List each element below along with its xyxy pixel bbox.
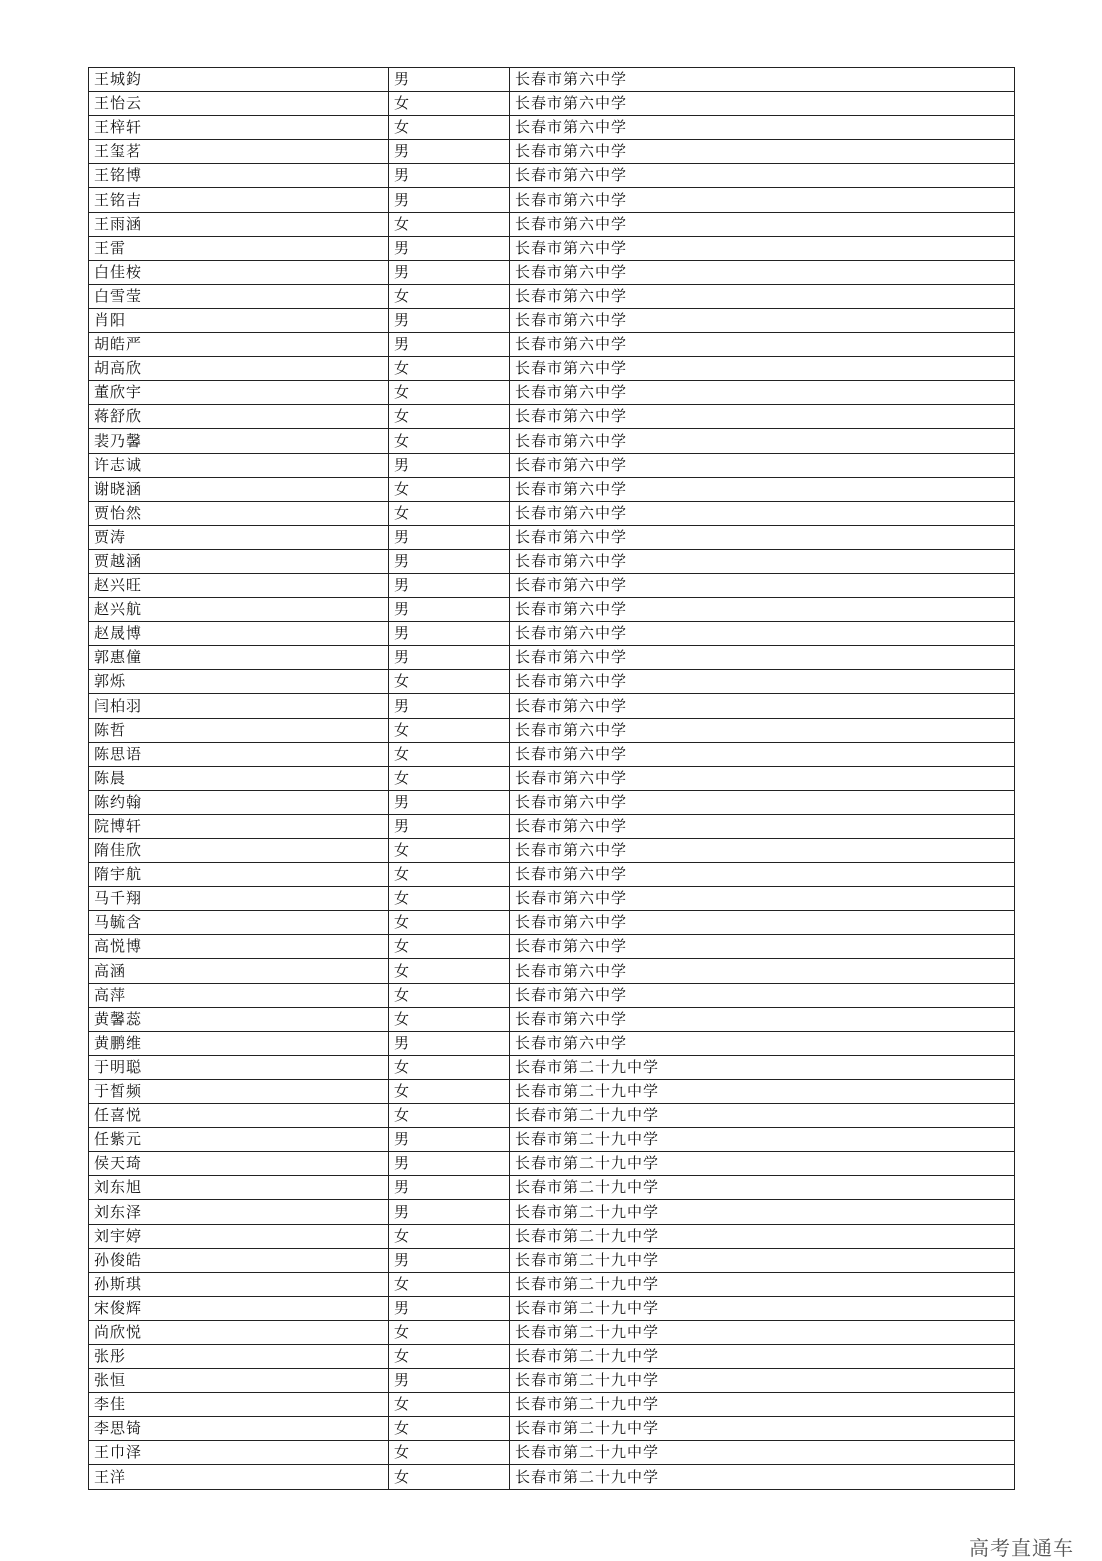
cell-school: 长春市第六中学 — [510, 935, 1015, 959]
cell-school: 长春市第二十九中学 — [510, 1393, 1015, 1417]
cell-school: 长春市第二十九中学 — [510, 1104, 1015, 1128]
table-row — [89, 1200, 1015, 1224]
cell-gender: 男 — [389, 260, 510, 284]
cell-name: 王巾泽 — [89, 1441, 389, 1465]
cell-name: 许志诚 — [89, 453, 389, 477]
cell-school: 长春市第六中学 — [510, 212, 1015, 236]
table-row — [89, 839, 1015, 863]
cell-name: 王梓轩 — [89, 116, 389, 140]
cell-school: 长春市第六中学 — [510, 333, 1015, 357]
cell-school: 长春市第六中学 — [510, 68, 1015, 92]
cell-name: 张恒 — [89, 1369, 389, 1393]
cell-gender: 女 — [389, 935, 510, 959]
table-row — [89, 959, 1015, 983]
cell-school: 长春市第六中学 — [510, 140, 1015, 164]
cell-gender: 男 — [389, 646, 510, 670]
cell-gender: 男 — [389, 1152, 510, 1176]
cell-gender: 男 — [389, 694, 510, 718]
cell-gender: 男 — [389, 525, 510, 549]
cell-name: 陈约翰 — [89, 790, 389, 814]
table-row — [89, 140, 1015, 164]
cell-name: 隋佳欣 — [89, 839, 389, 863]
cell-name: 李思锜 — [89, 1417, 389, 1441]
cell-gender: 女 — [389, 1441, 510, 1465]
cell-name: 马千翔 — [89, 887, 389, 911]
cell-gender: 女 — [389, 1417, 510, 1441]
cell-name: 郭惠僮 — [89, 646, 389, 670]
table-row — [89, 477, 1015, 501]
table-row — [89, 622, 1015, 646]
cell-name: 赵兴旺 — [89, 573, 389, 597]
cell-gender: 男 — [389, 188, 510, 212]
cell-name: 孙俊皓 — [89, 1248, 389, 1272]
cell-gender: 女 — [389, 1055, 510, 1079]
cell-school: 长春市第六中学 — [510, 959, 1015, 983]
cell-name: 贾怡然 — [89, 501, 389, 525]
table-row — [89, 381, 1015, 405]
cell-gender: 女 — [389, 839, 510, 863]
cell-gender: 女 — [389, 1320, 510, 1344]
cell-school: 长春市第六中学 — [510, 983, 1015, 1007]
cell-gender: 女 — [389, 863, 510, 887]
cell-school: 长春市第二十九中学 — [510, 1344, 1015, 1368]
table-row — [89, 284, 1015, 308]
cell-school: 长春市第二十九中学 — [510, 1224, 1015, 1248]
cell-name: 董欣宇 — [89, 381, 389, 405]
cell-school: 长春市第二十九中学 — [510, 1417, 1015, 1441]
cell-name: 谢晓涵 — [89, 477, 389, 501]
cell-school: 长春市第六中学 — [510, 598, 1015, 622]
cell-school: 长春市第六中学 — [510, 381, 1015, 405]
table-row — [89, 694, 1015, 718]
cell-name: 白佳桉 — [89, 260, 389, 284]
table-row — [89, 573, 1015, 597]
table-row — [89, 766, 1015, 790]
cell-gender: 女 — [389, 1272, 510, 1296]
table-row — [89, 1055, 1015, 1079]
cell-school: 长春市第六中学 — [510, 646, 1015, 670]
watermark: 高考直通车 — [969, 1536, 1074, 1560]
cell-name: 王雨涵 — [89, 212, 389, 236]
cell-name: 院博轩 — [89, 814, 389, 838]
cell-school: 长春市第六中学 — [510, 188, 1015, 212]
cell-gender: 女 — [389, 670, 510, 694]
cell-school: 长春市第二十九中学 — [510, 1152, 1015, 1176]
cell-name: 贾涛 — [89, 525, 389, 549]
cell-name: 李佳 — [89, 1393, 389, 1417]
cell-gender: 女 — [389, 116, 510, 140]
cell-gender: 女 — [389, 742, 510, 766]
cell-name: 赵晟博 — [89, 622, 389, 646]
cell-gender: 男 — [389, 308, 510, 332]
cell-name: 刘东泽 — [89, 1200, 389, 1224]
cell-gender: 女 — [389, 983, 510, 1007]
cell-school: 长春市第二十九中学 — [510, 1055, 1015, 1079]
cell-gender: 女 — [389, 1104, 510, 1128]
cell-gender: 女 — [389, 911, 510, 935]
cell-name: 张彤 — [89, 1344, 389, 1368]
cell-school: 长春市第二十九中学 — [510, 1320, 1015, 1344]
cell-school: 长春市第六中学 — [510, 573, 1015, 597]
table-row — [89, 863, 1015, 887]
cell-school: 长春市第二十九中学 — [510, 1128, 1015, 1152]
table-row — [89, 1296, 1015, 1320]
cell-name: 王铭吉 — [89, 188, 389, 212]
table-row — [89, 1465, 1015, 1489]
table-row — [89, 453, 1015, 477]
cell-name: 于明聪 — [89, 1055, 389, 1079]
cell-name: 肖阳 — [89, 308, 389, 332]
cell-gender: 女 — [389, 92, 510, 116]
cell-gender: 女 — [389, 501, 510, 525]
cell-school: 长春市第六中学 — [510, 622, 1015, 646]
cell-gender: 男 — [389, 549, 510, 573]
cell-name: 于皙频 — [89, 1079, 389, 1103]
table-row — [89, 1417, 1015, 1441]
cell-school: 长春市第六中学 — [510, 718, 1015, 742]
table-row — [89, 814, 1015, 838]
table-row — [89, 742, 1015, 766]
cell-gender: 男 — [389, 333, 510, 357]
table-row — [89, 1079, 1015, 1103]
cell-gender: 男 — [389, 622, 510, 646]
cell-school: 长春市第六中学 — [510, 477, 1015, 501]
table-row — [89, 549, 1015, 573]
table-row — [89, 1031, 1015, 1055]
cell-school: 长春市第六中学 — [510, 284, 1015, 308]
cell-name: 王雷 — [89, 236, 389, 260]
cell-school: 长春市第六中学 — [510, 814, 1015, 838]
cell-gender: 男 — [389, 814, 510, 838]
cell-name: 王铭博 — [89, 164, 389, 188]
cell-school: 长春市第六中学 — [510, 887, 1015, 911]
cell-gender: 男 — [389, 598, 510, 622]
cell-gender: 女 — [389, 766, 510, 790]
cell-gender: 女 — [389, 1079, 510, 1103]
table-row — [89, 935, 1015, 959]
cell-gender: 女 — [389, 357, 510, 381]
cell-gender: 女 — [389, 405, 510, 429]
table-row — [89, 308, 1015, 332]
cell-name: 隋宇航 — [89, 863, 389, 887]
cell-school: 长春市第六中学 — [510, 549, 1015, 573]
cell-gender: 男 — [389, 1176, 510, 1200]
cell-school: 长春市第六中学 — [510, 429, 1015, 453]
table-row — [89, 501, 1015, 525]
table-row — [89, 333, 1015, 357]
cell-school: 长春市第二十九中学 — [510, 1272, 1015, 1296]
cell-gender: 女 — [389, 1007, 510, 1031]
table-row — [89, 525, 1015, 549]
table-row — [89, 212, 1015, 236]
table-row — [89, 1152, 1015, 1176]
cell-name: 侯天琦 — [89, 1152, 389, 1176]
cell-gender: 女 — [389, 284, 510, 308]
cell-school: 长春市第二十九中学 — [510, 1465, 1015, 1489]
cell-gender: 女 — [389, 887, 510, 911]
cell-name: 黄鹏维 — [89, 1031, 389, 1055]
cell-name: 高萍 — [89, 983, 389, 1007]
cell-school: 长春市第六中学 — [510, 236, 1015, 260]
cell-gender: 女 — [389, 959, 510, 983]
table-row — [89, 1344, 1015, 1368]
cell-name: 陈思语 — [89, 742, 389, 766]
table-row — [89, 1224, 1015, 1248]
cell-name: 任紫元 — [89, 1128, 389, 1152]
table-row — [89, 670, 1015, 694]
cell-school: 长春市第六中学 — [510, 1007, 1015, 1031]
table-row — [89, 116, 1015, 140]
cell-school: 长春市第六中学 — [510, 501, 1015, 525]
cell-school: 长春市第六中学 — [510, 308, 1015, 332]
cell-name: 王城鈞 — [89, 68, 389, 92]
cell-school: 长春市第六中学 — [510, 911, 1015, 935]
cell-school: 长春市第六中学 — [510, 790, 1015, 814]
table-row — [89, 1104, 1015, 1128]
table-row — [89, 405, 1015, 429]
cell-school: 长春市第二十九中学 — [510, 1176, 1015, 1200]
table-row — [89, 1248, 1015, 1272]
cell-gender: 男 — [389, 164, 510, 188]
cell-school: 长春市第六中学 — [510, 863, 1015, 887]
table-row — [89, 1320, 1015, 1344]
table-row — [89, 646, 1015, 670]
cell-name: 黄馨蕊 — [89, 1007, 389, 1031]
cell-name: 孙斯琪 — [89, 1272, 389, 1296]
cell-gender: 男 — [389, 1128, 510, 1152]
table-row — [89, 790, 1015, 814]
cell-school: 长春市第二十九中学 — [510, 1248, 1015, 1272]
cell-school: 长春市第六中学 — [510, 1031, 1015, 1055]
cell-gender: 女 — [389, 429, 510, 453]
cell-name: 刘宇婷 — [89, 1224, 389, 1248]
cell-gender: 男 — [389, 1248, 510, 1272]
student-roster-table — [88, 67, 1015, 1490]
cell-gender: 男 — [389, 1369, 510, 1393]
cell-school: 长春市第六中学 — [510, 525, 1015, 549]
table-row — [89, 188, 1015, 212]
cell-name: 王怡云 — [89, 92, 389, 116]
cell-gender: 女 — [389, 212, 510, 236]
cell-name: 闫柏羽 — [89, 694, 389, 718]
cell-gender: 男 — [389, 1031, 510, 1055]
table-row — [89, 1272, 1015, 1296]
table-row — [89, 911, 1015, 935]
cell-school: 长春市第六中学 — [510, 670, 1015, 694]
table-row — [89, 236, 1015, 260]
cell-school: 长春市第二十九中学 — [510, 1441, 1015, 1465]
table-row — [89, 429, 1015, 453]
cell-name: 马毓含 — [89, 911, 389, 935]
table-row — [89, 598, 1015, 622]
cell-gender: 男 — [389, 790, 510, 814]
cell-gender: 男 — [389, 68, 510, 92]
cell-name: 高涵 — [89, 959, 389, 983]
cell-school: 长春市第六中学 — [510, 694, 1015, 718]
cell-name: 王玺茗 — [89, 140, 389, 164]
cell-gender: 女 — [389, 1465, 510, 1489]
cell-gender: 女 — [389, 718, 510, 742]
table-row — [89, 92, 1015, 116]
cell-name: 郭烁 — [89, 670, 389, 694]
cell-gender: 男 — [389, 236, 510, 260]
table-row — [89, 164, 1015, 188]
cell-school: 长春市第二十九中学 — [510, 1296, 1015, 1320]
cell-gender: 男 — [389, 1200, 510, 1224]
cell-name: 陈哲 — [89, 718, 389, 742]
cell-name: 陈晨 — [89, 766, 389, 790]
table-row — [89, 68, 1015, 92]
table-row — [89, 1128, 1015, 1152]
table-row — [89, 1007, 1015, 1031]
cell-gender: 男 — [389, 453, 510, 477]
cell-name: 任喜悦 — [89, 1104, 389, 1128]
cell-school: 长春市第六中学 — [510, 92, 1015, 116]
cell-school: 长春市第二十九中学 — [510, 1369, 1015, 1393]
cell-name: 蒋舒欣 — [89, 405, 389, 429]
cell-name: 宋俊辉 — [89, 1296, 389, 1320]
cell-name: 裴乃馨 — [89, 429, 389, 453]
cell-gender: 男 — [389, 573, 510, 597]
cell-name: 白雪莹 — [89, 284, 389, 308]
cell-gender: 男 — [389, 140, 510, 164]
cell-name: 贾越涵 — [89, 549, 389, 573]
cell-gender: 女 — [389, 1393, 510, 1417]
cell-name: 高悦博 — [89, 935, 389, 959]
cell-name: 刘东旭 — [89, 1176, 389, 1200]
cell-name: 胡皓严 — [89, 333, 389, 357]
cell-gender: 男 — [389, 1296, 510, 1320]
table-row — [89, 983, 1015, 1007]
cell-school: 长春市第六中学 — [510, 405, 1015, 429]
cell-school: 长春市第六中学 — [510, 453, 1015, 477]
cell-gender: 女 — [389, 1344, 510, 1368]
cell-school: 长春市第六中学 — [510, 116, 1015, 140]
roster-body — [89, 68, 1015, 1490]
table-row — [89, 260, 1015, 284]
table-row — [89, 1369, 1015, 1393]
table-row — [89, 357, 1015, 381]
table-row — [89, 887, 1015, 911]
cell-school: 长春市第六中学 — [510, 357, 1015, 381]
cell-name: 王洋 — [89, 1465, 389, 1489]
cell-school: 长春市第六中学 — [510, 766, 1015, 790]
cell-school: 长春市第六中学 — [510, 260, 1015, 284]
cell-name: 胡高欣 — [89, 357, 389, 381]
cell-name: 尚欣悦 — [89, 1320, 389, 1344]
cell-name: 赵兴航 — [89, 598, 389, 622]
cell-gender: 女 — [389, 381, 510, 405]
cell-school: 长春市第二十九中学 — [510, 1079, 1015, 1103]
table-row — [89, 1441, 1015, 1465]
cell-school: 长春市第二十九中学 — [510, 1200, 1015, 1224]
cell-school: 长春市第六中学 — [510, 164, 1015, 188]
cell-gender: 女 — [389, 477, 510, 501]
table-row — [89, 1176, 1015, 1200]
table-row — [89, 1393, 1015, 1417]
cell-gender: 女 — [389, 1224, 510, 1248]
cell-school: 长春市第六中学 — [510, 742, 1015, 766]
table-row — [89, 718, 1015, 742]
cell-school: 长春市第六中学 — [510, 839, 1015, 863]
